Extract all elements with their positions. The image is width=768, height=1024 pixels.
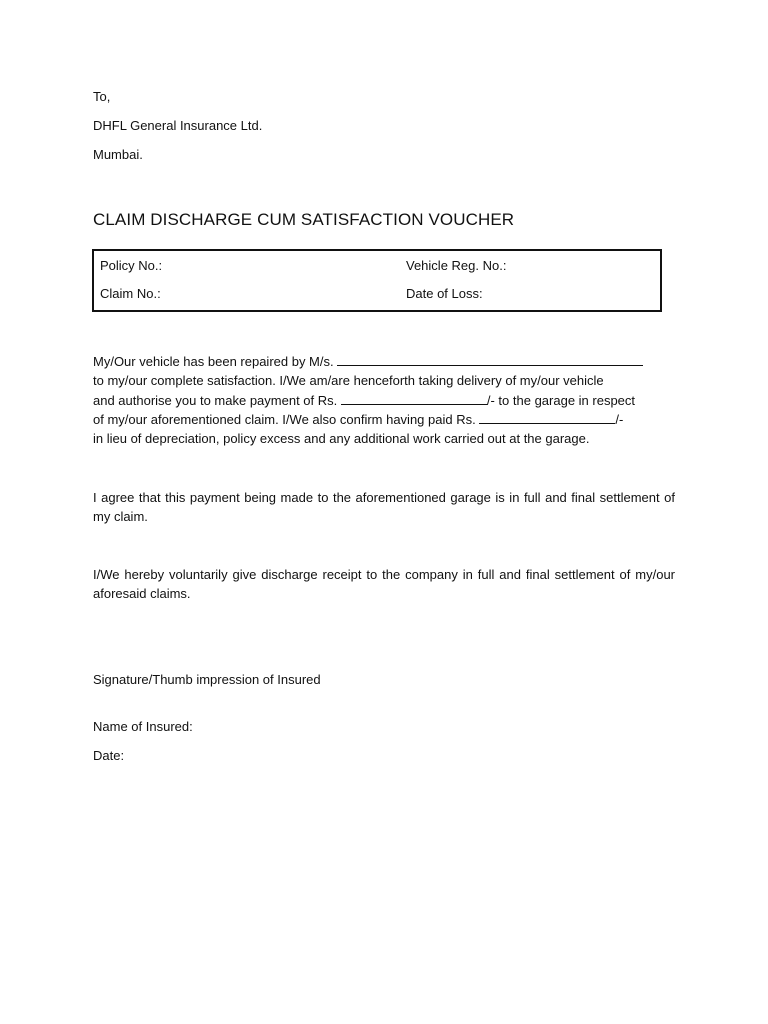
address-company: DHFL General Insurance Ltd. bbox=[93, 118, 263, 133]
repair-line-4: of my/our aforementioned claim. I/We also confirm having paid Rs. /- bbox=[93, 411, 624, 427]
signature-label: Signature/Thumb impression of Insured bbox=[93, 672, 321, 687]
paid-amount-blank bbox=[479, 412, 615, 424]
agreement-paragraph: I agree that this payment being made to the aforementioned garage is in full and final settlement of my claim. bbox=[93, 490, 675, 525]
repair-line-5: in lieu of depreciation, policy excess and any additional work carried out at the garage. bbox=[93, 431, 590, 447]
date-of-loss-label: Date of Loss: bbox=[406, 286, 483, 301]
garage-name-blank bbox=[337, 354, 643, 366]
claim-no-label: Claim No.: bbox=[100, 286, 161, 301]
date-label: Date: bbox=[93, 748, 125, 763]
repair-line-2: to my/our complete satisfaction. I/We am/are henceforth taking delivery of my/our vehicle bbox=[93, 373, 604, 389]
policy-no-label: Policy No.: bbox=[100, 258, 163, 273]
repair-line-3: and authorise you to make payment of Rs. /- to the garage in respect bbox=[93, 392, 636, 408]
repair-paragraph bbox=[93, 352, 675, 448]
address-city: Mumbai. bbox=[93, 147, 143, 162]
address-to: To, bbox=[93, 89, 111, 104]
insured-name-label: Name of Insured: bbox=[93, 719, 193, 734]
discharge-paragraph: I/We hereby voluntarily give discharge receipt to the company in full and final settlement of my/our aforesaid claims. bbox=[93, 567, 675, 602]
details-box bbox=[92, 249, 662, 312]
document-title: CLAIM DISCHARGE CUM SATISFACTION VOUCHER bbox=[93, 210, 515, 229]
garage-payment-blank bbox=[341, 393, 487, 405]
vehicle-reg-label: Vehicle Reg. No.: bbox=[406, 258, 507, 273]
repair-line-1: My/Our vehicle has been repaired by M/s. bbox=[93, 352, 675, 371]
